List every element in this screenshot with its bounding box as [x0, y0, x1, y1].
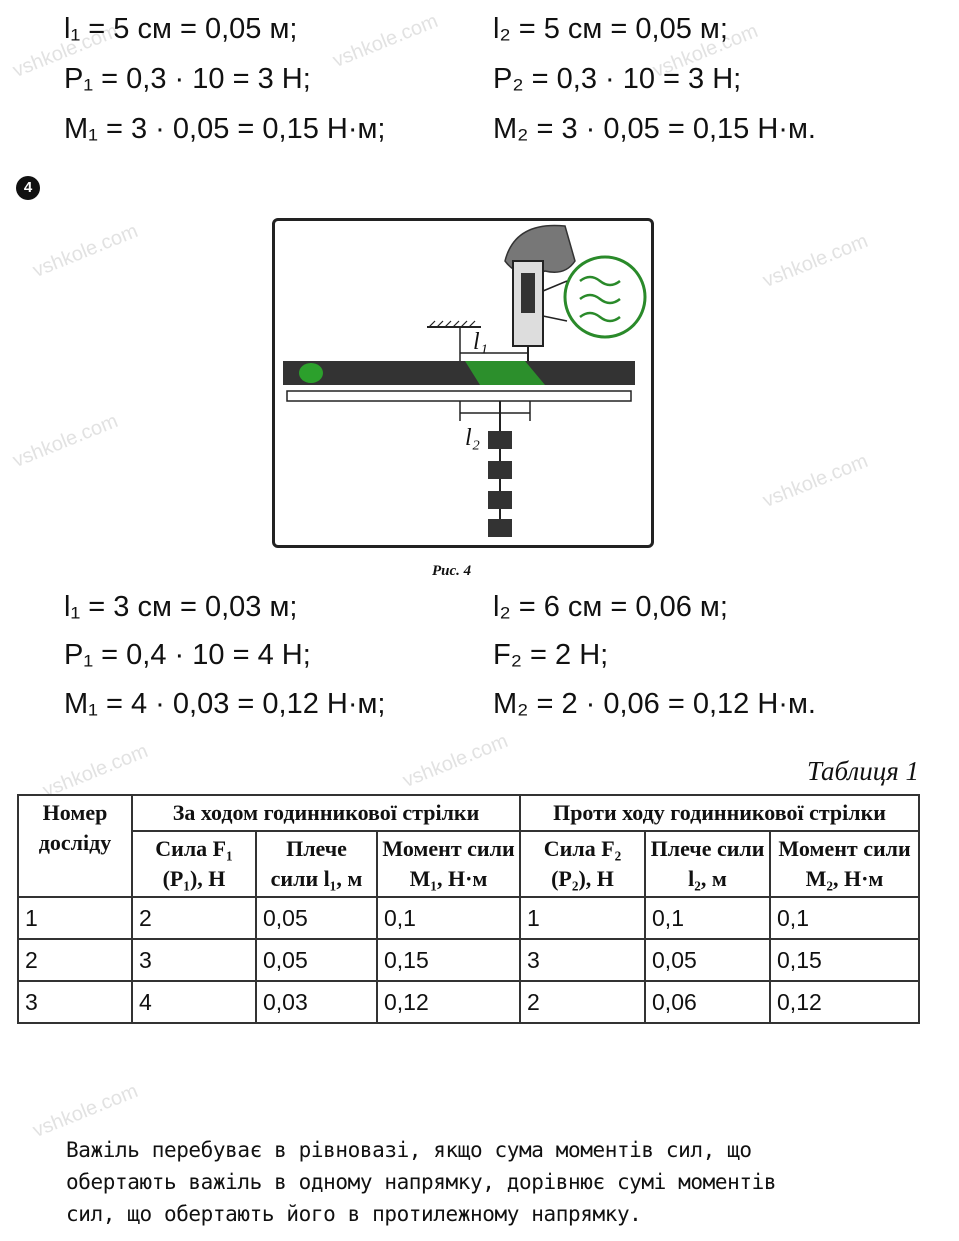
- watermark: vshkole.com: [29, 220, 142, 283]
- header-moment-2: Момент сили M₂, Н·м: [770, 831, 919, 897]
- table-cell: 1: [18, 897, 132, 939]
- header-force-2: Сила F₂ (P₂), Н: [520, 831, 645, 897]
- task-number-badge: 4: [16, 176, 40, 200]
- watermark: vshkole.com: [29, 1080, 142, 1143]
- table-cell: 0,12: [377, 981, 520, 1023]
- formula-l1-top: l₁ = 5 см = 0,05 м;: [64, 13, 298, 45]
- watermark: vshkole.com: [9, 410, 122, 473]
- conclusion-line: Важіль перебуває в рівновазі, якщо сума моментів сил, що: [66, 1138, 752, 1162]
- table-cell: 0,12: [770, 981, 919, 1023]
- formula-p1-top: P₁ = 0,3 · 10 = 3 Н;: [64, 63, 311, 95]
- header-arm-1: Плече сили l₁, м: [256, 831, 377, 897]
- table-cell: 0,1: [645, 897, 770, 939]
- formula-l2-top: l₂ = 5 см = 0,05 м;: [493, 13, 728, 45]
- table-cell: 0,1: [770, 897, 919, 939]
- table-cell: 0,05: [645, 939, 770, 981]
- label-l1: l₁: [473, 329, 489, 355]
- figure-caption: Рис. 4: [432, 563, 472, 579]
- formula-f2-bottom: F₂ = 2 Н;: [493, 639, 609, 671]
- conclusion-line: сил, що обертають його в протилежному напрямку.: [66, 1202, 642, 1226]
- table-cell: 2: [18, 939, 132, 981]
- table-cell: 3: [132, 939, 256, 981]
- watermark: vshkole.com: [759, 230, 872, 293]
- table-cell: 4: [132, 981, 256, 1023]
- header-clockwise: За ходом годинникової стрілки: [132, 795, 520, 831]
- conclusion-line: обертають важіль в одному напрямку, дорівнює сумі моментів: [66, 1170, 777, 1194]
- conclusion-text: [66, 1134, 926, 1230]
- table-row: [18, 981, 919, 1023]
- formula-l1-bottom: l₁ = 3 см = 0,03 м;: [64, 591, 298, 623]
- header-force-1: Сила F₁ (P₁), Н: [132, 831, 256, 897]
- table-cell: 0,05: [256, 939, 377, 981]
- formula-m1-top: M₁ = 3 · 0,05 = 0,15 Н·м;: [64, 113, 386, 145]
- table-cell: 2: [520, 981, 645, 1023]
- formula-m2-bottom: M₂ = 2 · 0,06 = 0,12 Н·м.: [493, 688, 816, 720]
- watermark: vshkole.com: [329, 10, 442, 73]
- watermark: vshkole.com: [649, 20, 762, 83]
- table-cell: 0,15: [377, 939, 520, 981]
- label-l2: l₂: [465, 425, 481, 451]
- formula-m1-bottom: M₁ = 4 · 0,03 = 0,12 Н·м;: [64, 688, 386, 720]
- table-label: Таблиця 1: [806, 756, 919, 786]
- header-counterclockwise: Проти ходу годинникової стрілки: [520, 795, 919, 831]
- table-row: [18, 897, 919, 939]
- table-cell: 0,06: [645, 981, 770, 1023]
- table-cell: 0,03: [256, 981, 377, 1023]
- watermark: vshkole.com: [39, 740, 152, 803]
- watermark: vshkole.com: [759, 450, 872, 513]
- table-cell: 0,1: [377, 897, 520, 939]
- table-cell: 1: [520, 897, 645, 939]
- header-arm-2: Плече сили l₂, м: [645, 831, 770, 897]
- table-row: [18, 939, 919, 981]
- table-cell: 2: [132, 897, 256, 939]
- formula-m2-top: M₂ = 3 · 0,05 = 0,15 Н·м.: [493, 113, 816, 145]
- lever-illustration: [275, 221, 651, 545]
- table-cell: 0,05: [256, 897, 377, 939]
- header-moment-1: Момент сили M₁, Н·м: [377, 831, 520, 897]
- formula-p1-bottom: P₁ = 0,4 · 10 = 4 Н;: [64, 639, 311, 671]
- table-cell: 3: [520, 939, 645, 981]
- table-cell: 3: [18, 981, 132, 1023]
- formula-p2-top: P₂ = 0,3 · 10 = 3 Н;: [493, 63, 742, 95]
- header-experiment-number: Номер досліду: [18, 795, 132, 897]
- watermark: vshkole.com: [399, 730, 512, 793]
- table-cell: 0,15: [770, 939, 919, 981]
- results-table: [17, 794, 920, 1024]
- lever-figure: [272, 218, 654, 548]
- formula-l2-bottom: l₂ = 6 см = 0,06 м;: [493, 591, 728, 623]
- watermark: vshkole.com: [9, 20, 122, 83]
